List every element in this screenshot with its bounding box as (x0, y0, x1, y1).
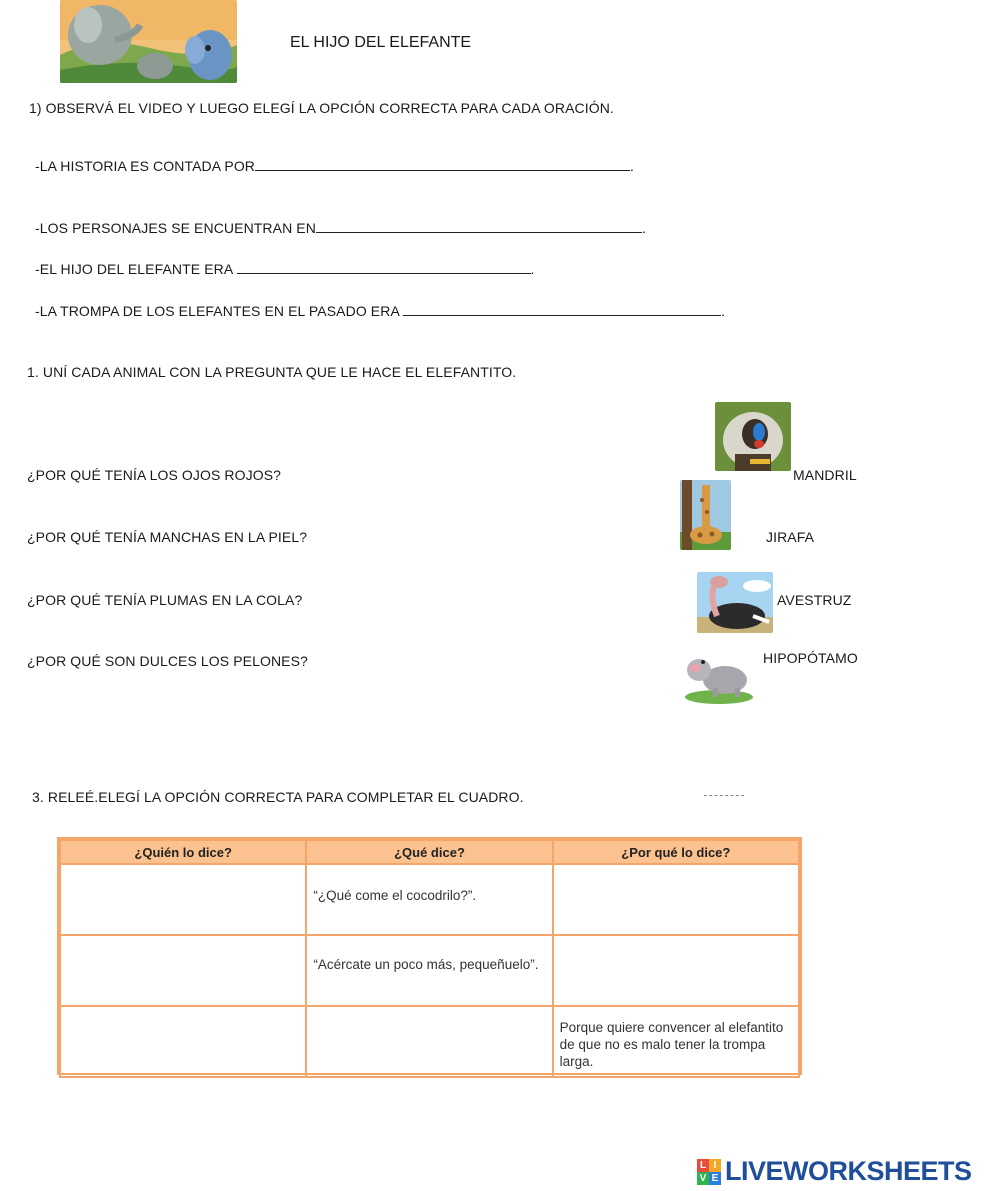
answer-blank-2[interactable] (316, 220, 642, 233)
sentence-2-prefix: -LOS PERSONAJES SE ENCUENTRAN EN (35, 220, 316, 236)
table-cell-answer[interactable] (60, 864, 306, 935)
answer-blank-1[interactable] (255, 158, 630, 171)
answer-blank-4[interactable] (403, 303, 721, 316)
sentence-1 (35, 158, 634, 174)
badge-letter: L (697, 1159, 709, 1172)
sentence-1-suffix: . (630, 158, 635, 174)
column-header-por-que: ¿Por qué lo dice? (553, 840, 799, 864)
badge-letter: E (709, 1172, 721, 1185)
column-header-quien: ¿Quién lo dice? (60, 840, 306, 864)
question-3[interactable]: ¿POR QUÉ TENÍA PLUMAS EN LA COLA? (27, 592, 303, 608)
mandrill-image (715, 402, 791, 471)
section2-heading: 1. UNÍ CADA ANIMAL CON LA PREGUNTA QUE LE HACE EL ELEFANTITO. (27, 364, 517, 380)
animal-label-avestruz[interactable]: AVESTRUZ (777, 592, 852, 608)
table-cell-answer[interactable] (553, 935, 799, 1006)
sentence-2 (35, 220, 646, 236)
table-row (60, 935, 799, 1006)
liveworksheets-badge-icon (697, 1159, 721, 1185)
badge-letter: I (709, 1159, 721, 1172)
table-cell: Porque quiere convencer al elefantito de que no es malo tener la trompa larga. (553, 1006, 799, 1077)
table-cell-answer[interactable] (60, 935, 306, 1006)
giraffe-image (680, 480, 731, 550)
question-2[interactable]: ¿POR QUÉ TENÍA MANCHAS EN LA PIEL? (27, 529, 308, 545)
table-row (60, 864, 799, 935)
sentence-4 (35, 303, 725, 319)
sentence-2-suffix: . (641, 220, 646, 236)
section3-heading: 3. RELEÉ.ELEGÍ LA OPCIÓN CORRECTA PARA COMPLETAR EL CUADRO. (32, 789, 524, 805)
answer-blank-3[interactable] (237, 261, 531, 274)
question-4[interactable]: ¿POR QUÉ SON DULCES LOS PELONES? (27, 653, 308, 669)
table-row (60, 1006, 799, 1077)
faint-dashes (704, 795, 744, 796)
sentence-4-prefix: -LA TROMPA DE LOS ELEFANTES EN EL PASADO ERA (35, 303, 404, 319)
badge-letter: V (697, 1172, 709, 1185)
elephant-illustration (60, 0, 237, 83)
question-1[interactable]: ¿POR QUÉ TENÍA LOS OJOS ROJOS? (27, 467, 282, 483)
sentence-4-suffix: . (721, 303, 726, 319)
sentence-3-prefix: -EL HIJO DEL ELEFANTE ERA (35, 261, 237, 277)
table-cell: “¿Qué come el cocodrilo?”. (306, 864, 552, 935)
dialogue-table (57, 837, 802, 1075)
animal-label-hipopotamo[interactable]: HIPOPÓTAMO (763, 650, 858, 666)
table-cell-answer[interactable] (60, 1006, 306, 1077)
sentence-3-suffix: . (530, 261, 535, 277)
table-cell-answer[interactable] (553, 864, 799, 935)
table-cell: “Acércate un poco más, pequeñuelo”. (306, 935, 552, 1006)
hippo-image (683, 640, 756, 705)
column-header-que: ¿Qué dice? (306, 840, 552, 864)
animal-label-mandril[interactable]: MANDRIL (793, 467, 857, 483)
liveworksheets-logo (697, 1156, 972, 1187)
ostrich-image (697, 572, 773, 633)
sentence-1-prefix: -LA HISTORIA ES CONTADA POR (35, 158, 256, 174)
sentence-3 (35, 261, 535, 277)
section1-heading: 1) OBSERVÁ EL VIDEO Y LUEGO ELEGÍ LA OPCIÓN CORRECTA PARA CADA ORACIÓN. (29, 100, 614, 116)
page-title: EL HIJO DEL ELEFANTE (290, 34, 472, 51)
animal-label-jirafa[interactable]: JIRAFA (766, 529, 815, 545)
brand-name: LIVEWORKSHEETS (725, 1156, 972, 1186)
table-cell-answer[interactable] (306, 1006, 552, 1077)
